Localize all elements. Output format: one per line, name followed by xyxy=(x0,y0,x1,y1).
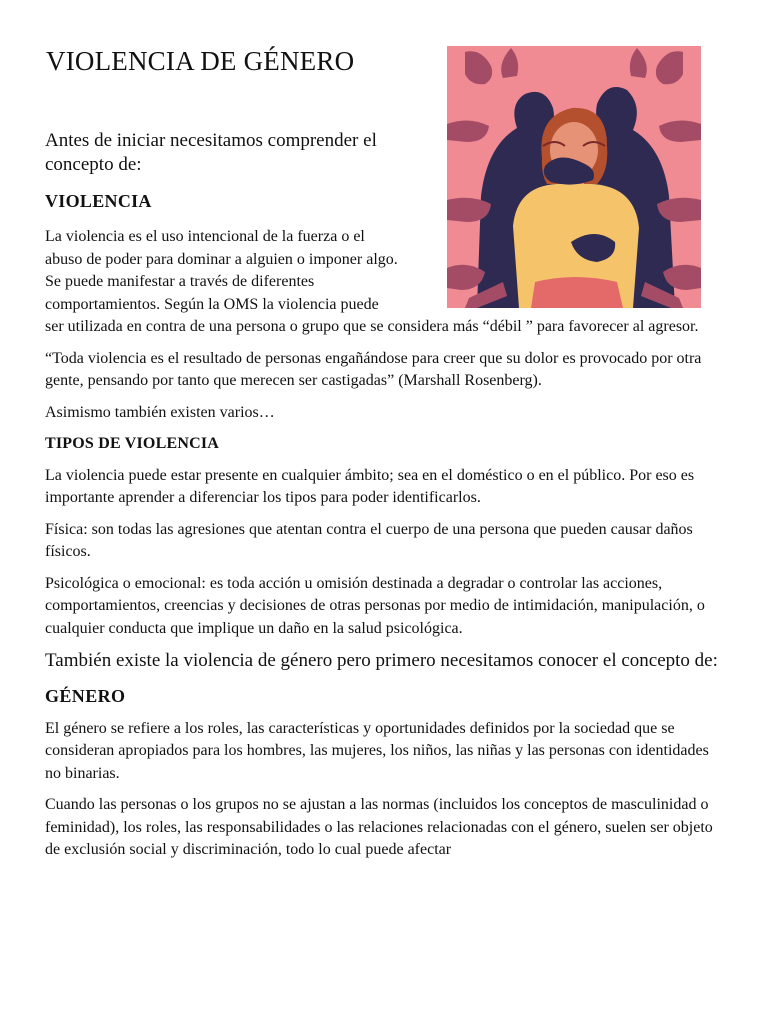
violence-illustration xyxy=(447,46,701,308)
page-title: VIOLENCIA DE GÉNERO xyxy=(46,46,355,76)
transition-text: Asimismo también existen varios… xyxy=(45,403,275,421)
violencia-definition-continuation: ser utilizada en contra de una persona o grupo que se considera más “débil ” para favorecer al agresor. xyxy=(45,318,699,335)
rosenberg-quote: “Toda violencia es el resultado de personas engañándose para creer que su dolor es provocado por otra gente, pensando por tanto que merecen ser castigadas” (Marshall Rosenberg). xyxy=(45,349,702,389)
tipos-intro: La violencia puede estar presente en cualquier ámbito; sea en el doméstico o en el público. Por eso es importante aprender a diferenciar los tipos para poder identificarlos. xyxy=(45,466,695,506)
genero-lead-text: También existe la violencia de género pero primero necesitamos conocer el concepto de: xyxy=(45,650,718,671)
tipo-fisica: Física: son todas las agresiones que atentan contra el cuerpo de una persona que pueden causar daños físicos. xyxy=(45,520,693,560)
intro-text: Antes de iniciar necesitamos comprender el concepto de: xyxy=(45,130,377,175)
violencia-definition-wrapped xyxy=(45,226,445,316)
section-heading-violencia: VIOLENCIA xyxy=(45,191,152,211)
text-line: Se puede manifestar a través de diferentes xyxy=(45,273,315,290)
document-body xyxy=(45,316,725,871)
genero-definition: El género se refiere a los roles, las características y oportunidades definidos por la sociedad que se consideran apropiados para los hombres, las mujeres, los niños, las niñas y las personas con identidades no binarias. xyxy=(45,719,709,782)
text-line: La violencia es el uso intencional de la fuerza o el xyxy=(45,228,365,245)
section-heading-genero: GÉNERO xyxy=(45,686,126,706)
text-line: abuso de poder para dominar a alguien o imponer algo. xyxy=(45,250,398,268)
pointing-hands-illustration-icon xyxy=(447,46,701,308)
genero-exclusion: Cuando las personas o los grupos no se ajustan a las normas (incluidos los conceptos de masculinidad o feminidad), los roles, las responsabilidades o las relaciones relacionadas con el género, suelen ser objeto de exclusión social y discriminación, todo lo cual puede afectar xyxy=(45,796,713,858)
tipo-psicologica: Psicológica o emocional: es toda acción u omisión destinada a degradar o controlar las acciones, comportamientos, creencias y decisiones de otras personas por medio de intimidación, manipulación, o cualquier conducta que implique un daño en la salud psicológica. xyxy=(45,574,705,637)
text-line: comportamientos. Según la OMS la violencia puede xyxy=(45,295,379,313)
section-heading-tipos: TIPOS DE VIOLENCIA xyxy=(45,435,220,452)
